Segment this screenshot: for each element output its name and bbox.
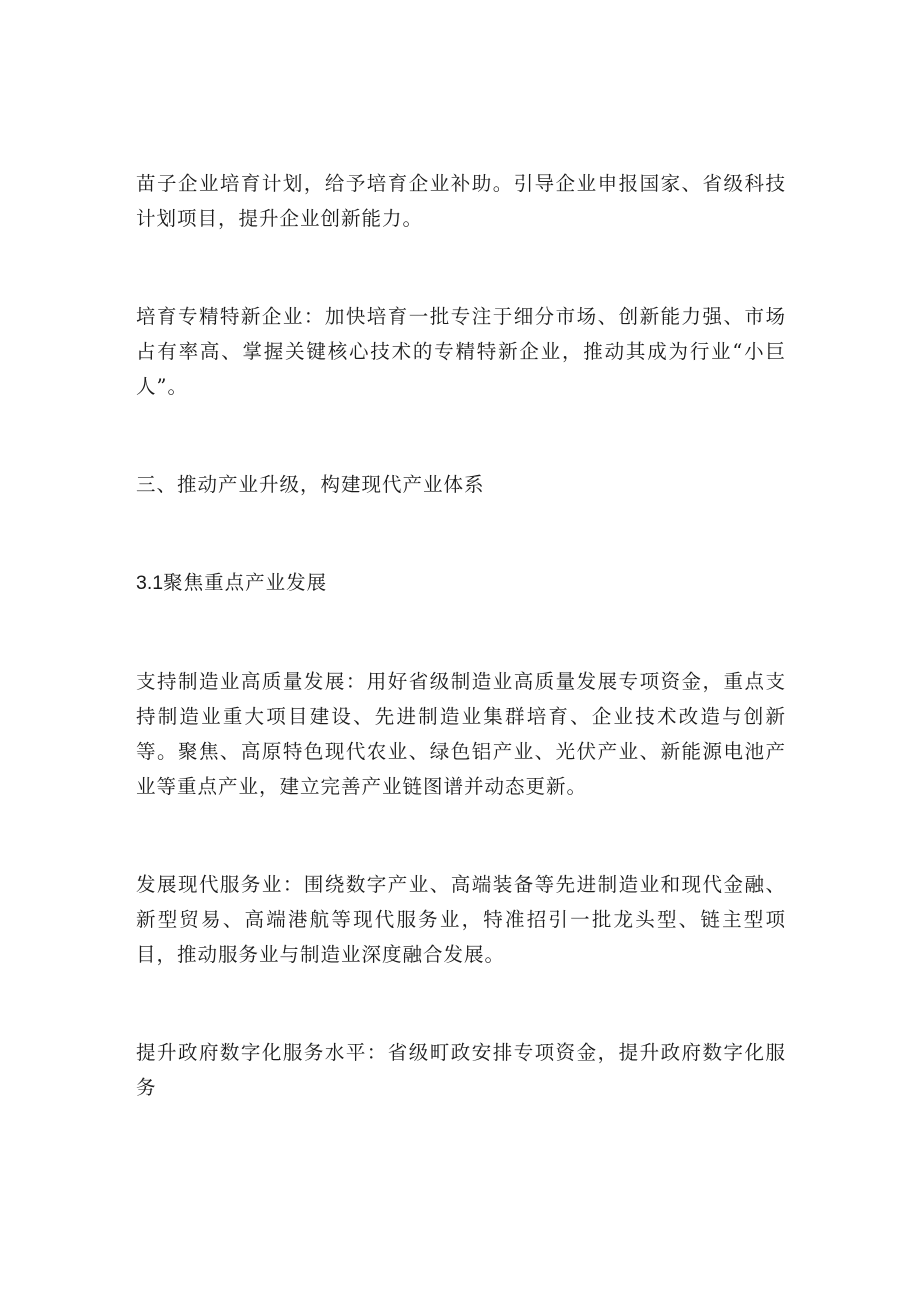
paragraph-manufacturing: 支持制造业高质量发展：用好省级制造业高质量发展专项资金，重点支持制造业重大项目建设、先进制造业集群培育、企业技术改造与创新等。聚焦、高原特色现代农业、绿色铝产业、光伏产业、新能源电池产业等重点产业，建立完善产业链图谱并动态更新。 <box>136 670 786 798</box>
section-heading: 三、推动产业升级，构建现代产业体系 <box>136 473 485 496</box>
paragraph-seedling-enterprise: 苗子企业培育计划，给予培育企业补助。引导企业申报国家、省级科技计划项目，提升企业创新能力。 <box>136 172 786 230</box>
subsection-title: 聚焦重点产业发展 <box>163 571 328 594</box>
paragraph-digital-government: 提升政府数字化服务水平：省级町政安排专项资金，提升政府数字化服务 <box>136 1041 786 1099</box>
subsection-heading <box>136 565 786 601</box>
paragraph-specialized-enterprises: 培育专精特新企业：加快培育一批专注于细分市场、创新能力强、市场占有率高、掌握关键核心技术的专精特新企业，推动其成为行业“小巨人”。 <box>136 305 786 398</box>
subsection-number: 3.1 <box>136 572 164 594</box>
document-body <box>136 166 786 1168</box>
paragraph-modern-services: 发展现代服务业：围绕数字产业、高端装备等先进制造业和现代金融、新型贸易、高端港航等现代服务业，特准招引一批龙头型、链主型项目，推动服务业与制造业深度融合发展。 <box>136 873 786 966</box>
